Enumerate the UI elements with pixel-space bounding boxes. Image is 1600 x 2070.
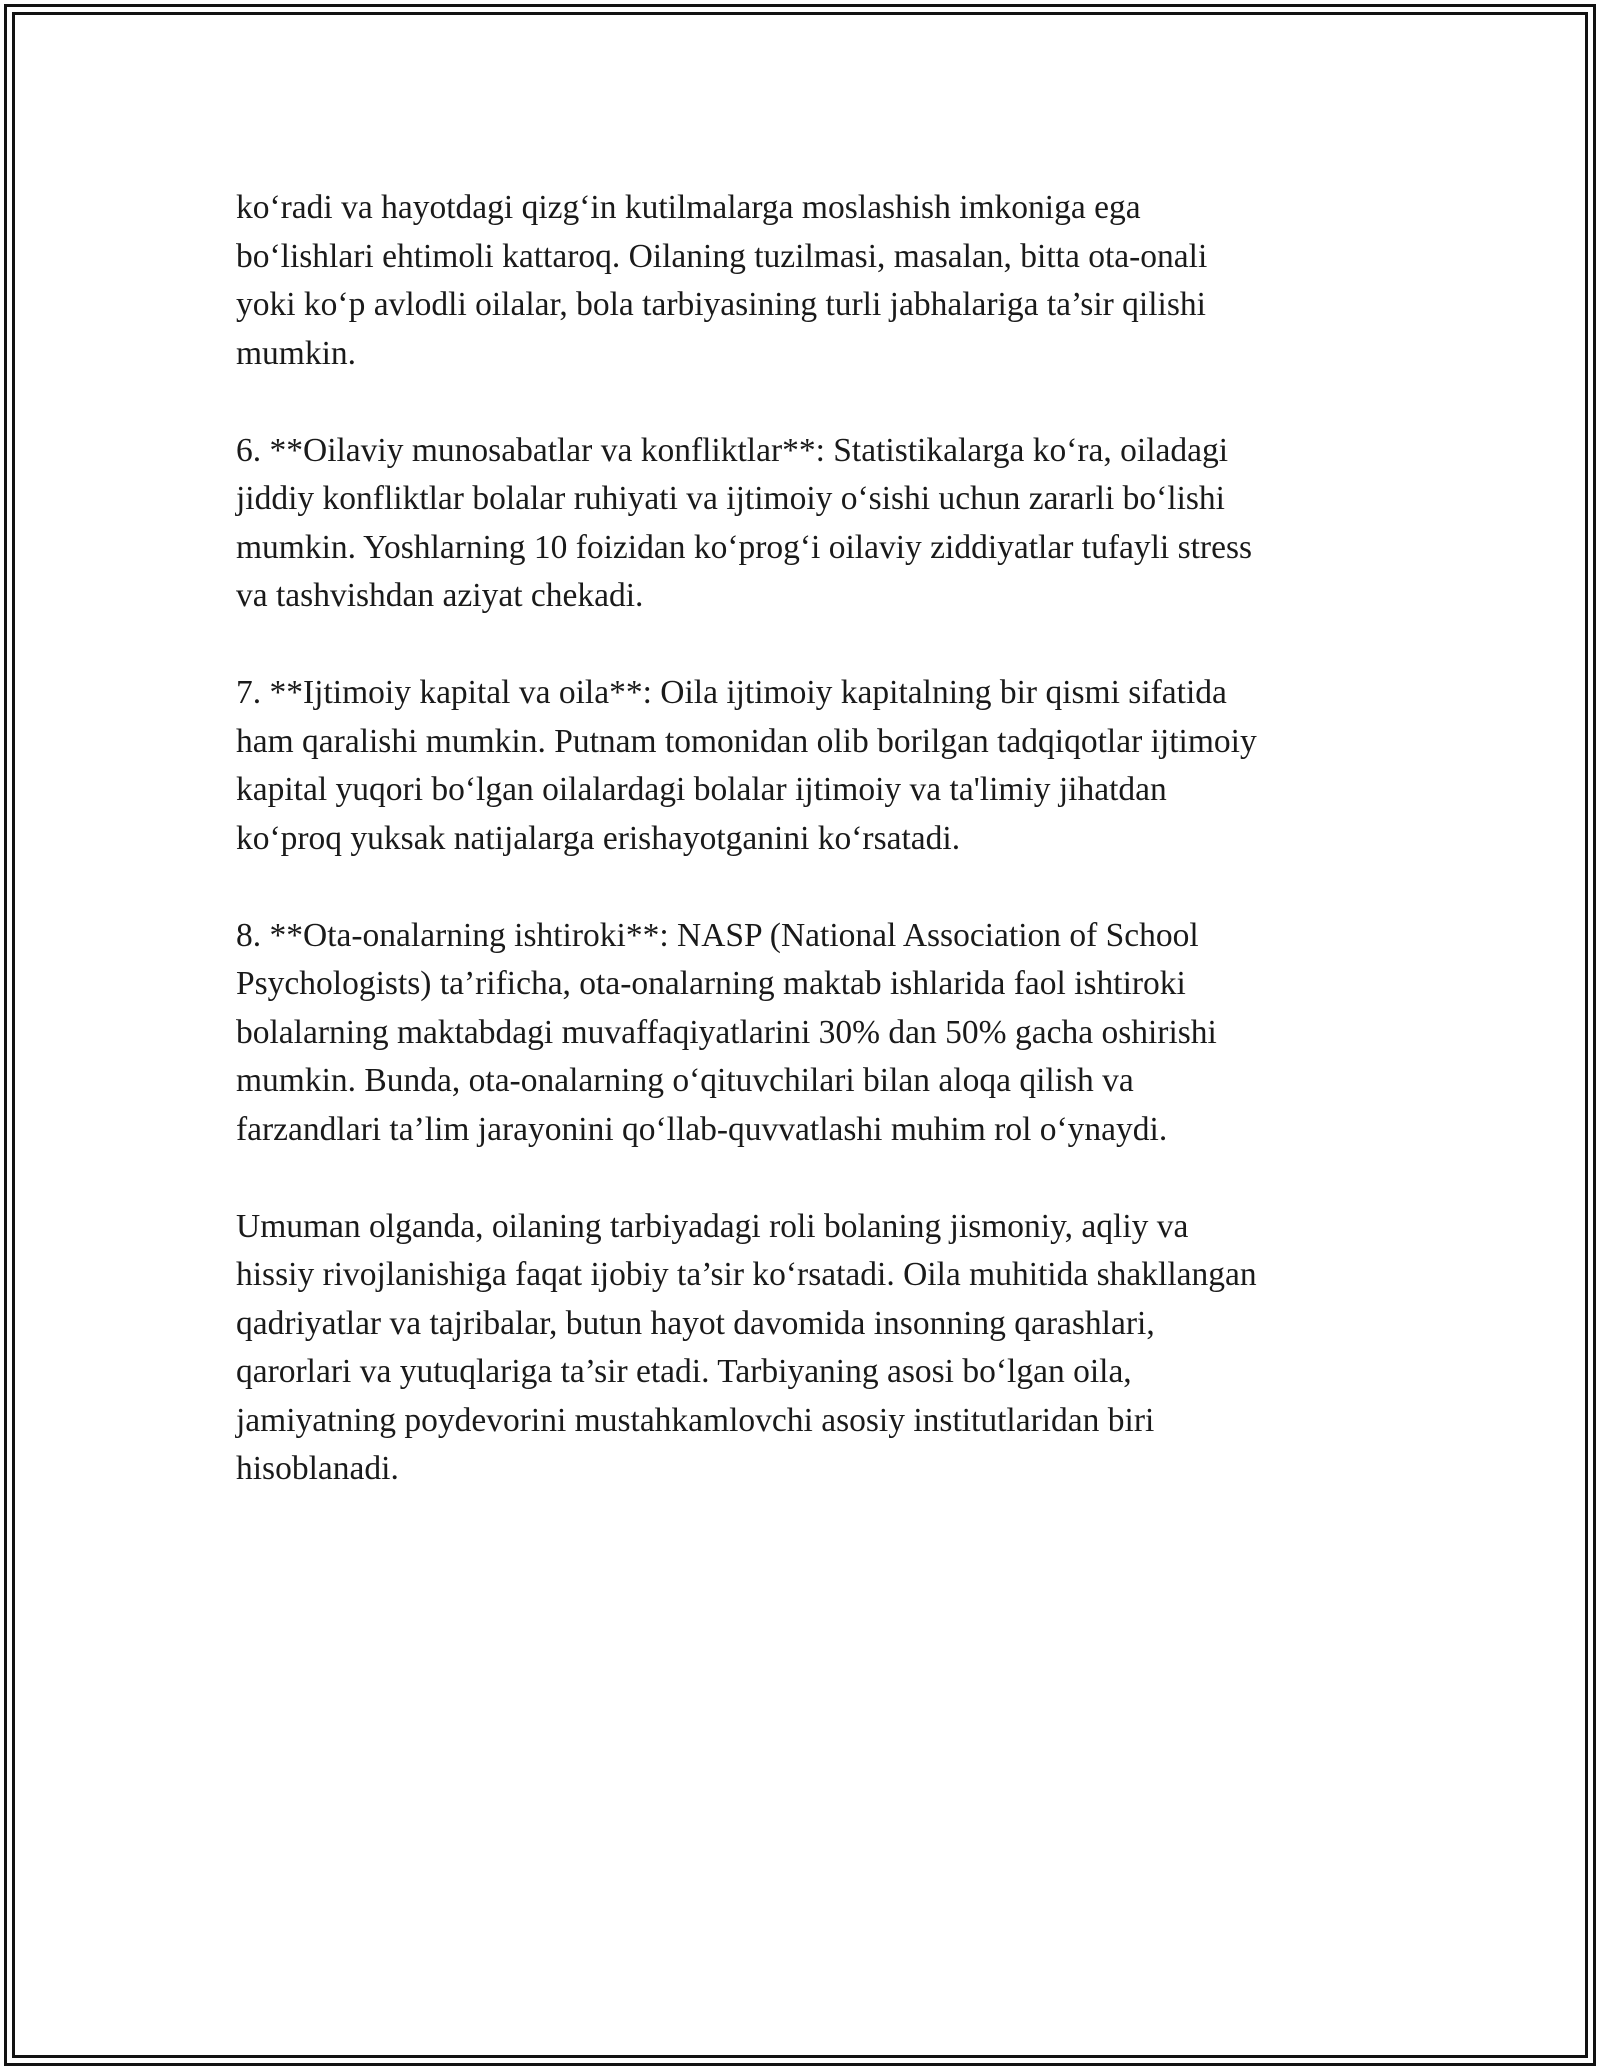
document-body [236, 184, 1376, 1542]
text-line: farzandlari ta’lim jarayonini qo‘llab-quvvatlashi muhim rol o‘ynaydi. [236, 1110, 1168, 1148]
text-line: 8. **Ota-onalarning ishtiroki**: NASP (National Association of School [236, 916, 1199, 954]
text-line: bo‘lishlari ehtimoli kattaroq. Oilaning tuzilmasi, masalan, bitta ota-onali [236, 237, 1208, 275]
text-line: qarorlari va yutuqlariga ta’sir etadi. Tarbiyaning asosi bo‘lgan oila, [236, 1353, 1132, 1390]
text-line: mumkin. Bunda, ota-onalarning o‘qituvchilari bilan aloqa qilish va [236, 1062, 1134, 1099]
paragraph-conclusion [236, 1203, 1376, 1494]
text-line: Umuman olganda, oilaning tarbiyadagi roli bolaning jismoniy, aqliy va [236, 1207, 1189, 1245]
text-line: 6. **Oilaviy munosabatlar va konfliktlar**: Statistikalarga ko‘ra, oiladagi [236, 431, 1229, 469]
text-line: jamiyatning poydevorini mustahkamlovchi asosiy institutlaridan biri [236, 1401, 1155, 1439]
paragraph-item-7 [236, 669, 1376, 863]
text-line: mumkin. [236, 334, 357, 372]
text-line: va tashvishdan aziyat chekadi. [236, 577, 644, 614]
text-line: ko‘radi va hayotdagi qizg‘in kutilmalarga moslashish imkoniga ega [236, 189, 1141, 226]
text-line: bolalarning maktabdagi muvaffaqiyatlarini 30% dan 50% gacha oshirishi [236, 1013, 1217, 1051]
text-line: Psychologists) ta’rificha, ota-onalarning maktab ishlarida faol ishtiroki [236, 965, 1186, 1002]
paragraph-item-6 [236, 427, 1376, 621]
text-line: jiddiy konfliktlar bolalar ruhiyati va ijtimoiy o‘sishi uchun zararli bo‘lishi [236, 480, 1225, 517]
paragraph-item-8 [236, 912, 1376, 1155]
text-line: mumkin. Yoshlarning 10 foizidan ko‘prog‘i oilaviy ziddiyatlar tufayli stress [236, 528, 1253, 566]
text-line: yoki ko‘p avlodli oilalar, bola tarbiyasining turli jabhalariga ta’sir qilishi [236, 286, 1206, 323]
text-line: 7. **Ijtimoiy kapital va oila**: Oila ijtimoiy kapitalning bir qismi sifatida [236, 674, 1227, 711]
text-line: hisoblanadi. [236, 1450, 399, 1487]
text-line: ham qaralishi mumkin. Putnam tomonidan olib borilgan tadqiqotlar ijtimoiy [236, 722, 1257, 760]
text-line: qadriyatlar va tajribalar, butun hayot davomida insonning qarashlari, [236, 1304, 1155, 1342]
text-line: hissiy rivojlanishiga faqat ijobiy ta’sir ko‘rsatadi. Oila muhitida shakllangan [236, 1256, 1257, 1293]
paragraph-continuation [236, 184, 1376, 378]
text-line: ko‘proq yuksak natijalarga erishayotganini ko‘rsatadi. [236, 819, 961, 857]
text-line: kapital yuqori bo‘lgan oilalardagi bolalar ijtimoiy va ta'limiy jihatdan [236, 771, 1167, 808]
